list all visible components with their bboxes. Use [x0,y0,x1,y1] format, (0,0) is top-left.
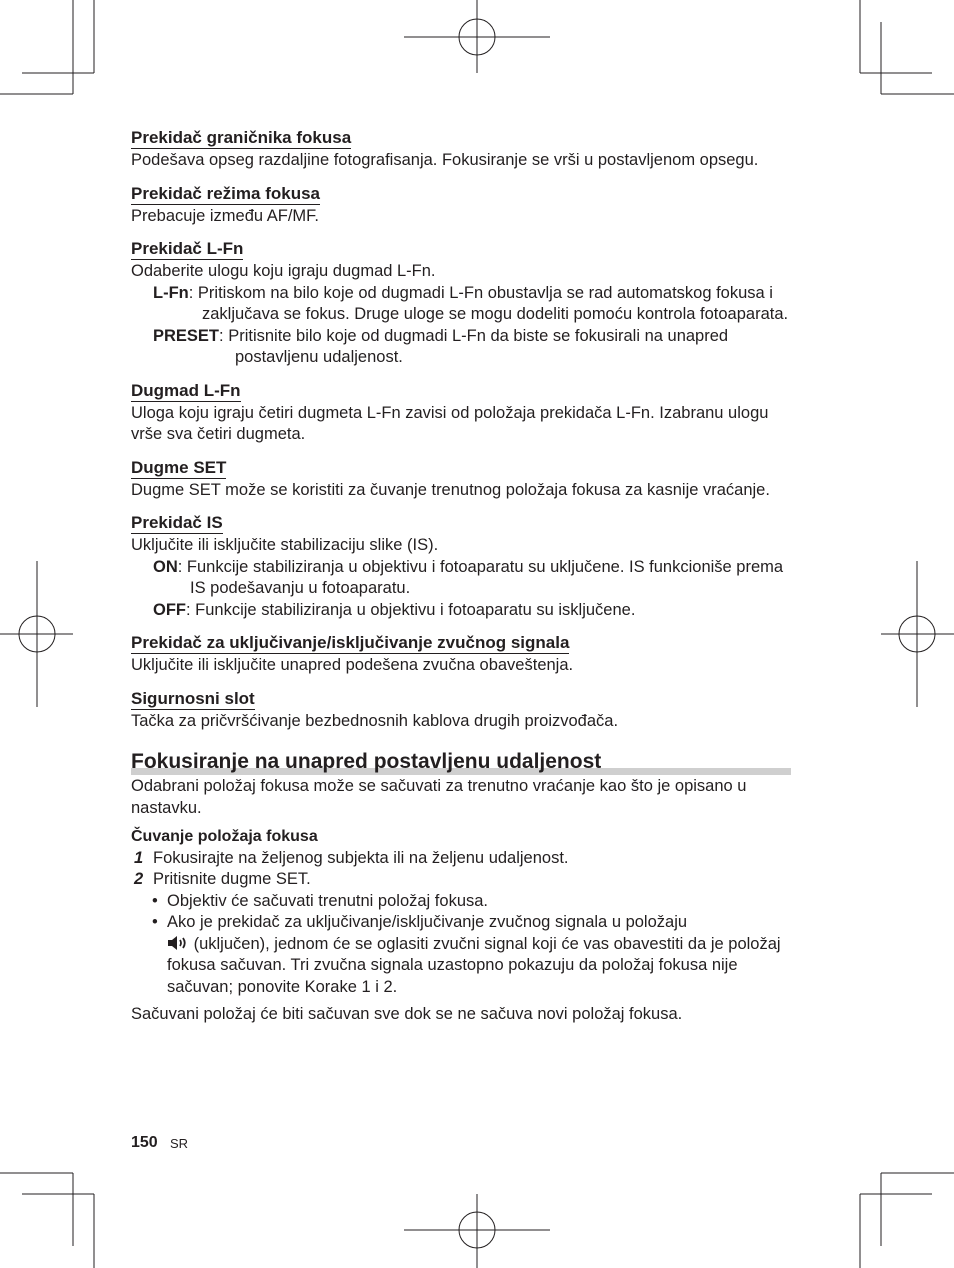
definition-key: ON [153,557,178,576]
section-lfn-switch [131,239,791,369]
bullet-text: Objektiv će sačuvati trenutni položaj fokusa. [167,891,489,910]
step-item [131,869,791,891]
language-code: SR [170,1136,189,1151]
section-focus-limiter [131,128,791,172]
section-heading: Dugmad L-Fn [131,380,241,400]
section-heading: Dugme SET [131,457,227,477]
definition-desc: : Pritisnite bilo koje od dugmadi L-Fn da biste se fokusirali na unapred postavljenu udaljenost. [219,326,729,366]
bullet-item [131,912,791,998]
step-number: 2 [134,870,144,888]
intro-text: Odabrani položaj fokusa može se sačuvati za trenutno vraćanje kao što je opisano u nastavku. [131,777,747,817]
definition-desc: : Pritiskom na bilo koje od dugmadi L-Fn obustavlja se rad automatskog fokusa i zaključava se fokus. Druge uloge se mogu dodeliti pomoću kontrola fotoaparata. [188,283,789,323]
step-text: Pritisnite dugme SET. [153,870,311,888]
section-lfn-buttons [131,381,791,446]
page-number: 150 [131,1134,158,1151]
bullet-text-after: (uključen), jednom će se oglasiti zvučni signal koji će vas obavestiti da je položaj fokusa sačuvan. Tri zvučna signala uzastopno pokazuju da položaj fokusa nije sačuvan; ponovite Korake 1 i 2. [167,934,781,996]
bullet-mark: • [152,913,158,931]
main-heading: Fokusiranje na unapred postavljenu udaljenost [131,750,602,773]
definition-item [153,326,791,369]
section-text: Podešava opseg razdaljine fotografisanja. Fokusiranje se vrši u postavljenom opsegu. [131,151,759,169]
section-text: Uključite ili isključite unapred podešena zvučna obaveštenja. [131,656,574,674]
section-sound-switch [131,633,791,677]
section-heading: Prekidač IS [131,513,223,532]
speaker-on-icon [167,935,189,951]
section-text: Dugme SET može se koristiti za čuvanje trenutnog položaja fokusa za kasnije vraćanje. [131,480,770,499]
section-text: Odaberite ulogu koju igraju dugmad L-Fn. [131,262,436,280]
section-heading: Prekidač graničnika fokusa [131,128,352,147]
definition-desc: : Funkcije stabiliziranja u objektivu i fotoaparatu su uključene. IS funkcioniše prema IS podešavanju u fotoaparatu. [177,557,784,597]
subheading: Čuvanje položaja fokusa [131,828,318,845]
section-heading: Prekidač L-Fn [131,239,244,258]
section-focus-mode [131,184,791,228]
closing-text: Sačuvani položaj će biti sačuvan sve dok se ne sačuva novi položaj fokusa. [131,1005,683,1023]
main-heading-block [131,750,791,776]
section-heading: Sigurnosni slot [131,688,255,708]
definition-key: OFF [153,600,186,619]
page-content [131,128,791,1026]
section-text: Uloga koju igraju četiri dugmeta L-Fn zavisi od položaja prekidača L-Fn. Izabranu ulogu vrše sva četiri dugmeta. [131,403,769,443]
section-security-slot [131,689,791,733]
section-text: Tačka za pričvršćivanje bezbednosnih kablova drugih proizvođača. [131,711,619,730]
section-heading: Prekidač režima fokusa [131,183,320,203]
definition-item [153,600,791,622]
definition-key: L-Fn [153,283,189,302]
definition-desc: : Funkcije stabiliziranja u objektivu i fotoaparatu su isključene. [186,600,636,619]
step-item [131,848,791,870]
step-text: Fokusirajte na željenog subjekta ili na željenu udaljenost. [153,848,569,867]
definition-item [153,557,791,600]
bullet-text-before: Ako je prekidač za uključivanje/isključivanje zvučnog signala u položaju [167,913,688,931]
bullet-item [131,891,791,913]
section-heading: Prekidač za uključivanje/isključivanje zvučnog signala [131,633,570,652]
section-is-switch [131,513,791,621]
step-number: 1 [134,848,144,867]
section-text: Prebacuje između AF/MF. [131,206,319,225]
section-text: Uključite ili isključite stabilizaciju slike (IS). [131,536,439,554]
definition-key: PRESET [153,326,220,345]
bullet-mark: • [152,891,158,910]
definition-item [153,283,791,326]
section-set-button [131,458,791,502]
